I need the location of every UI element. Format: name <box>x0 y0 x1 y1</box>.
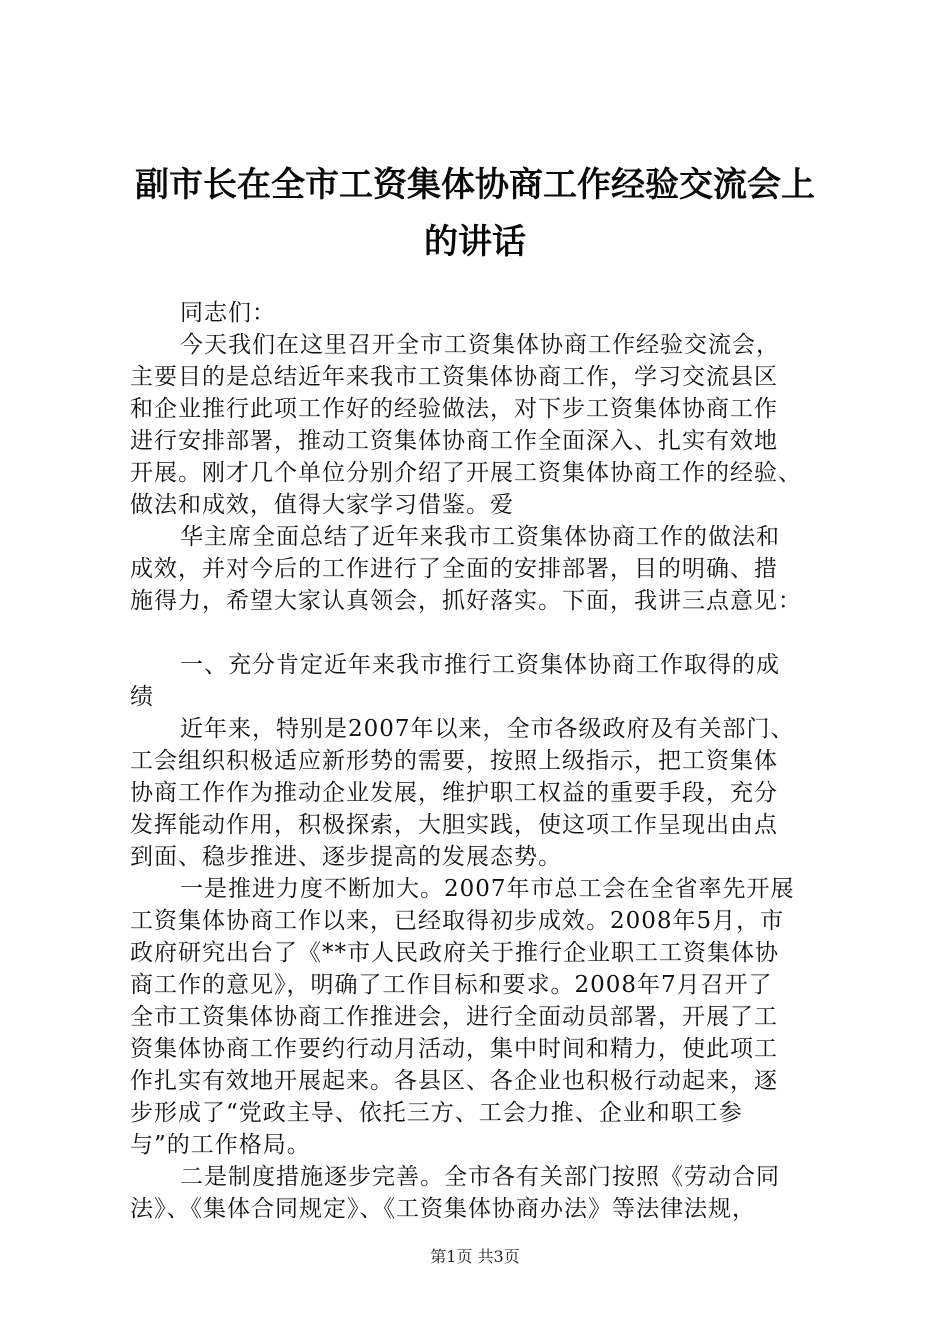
document-title-line-2: 的讲话 <box>424 222 526 262</box>
paragraph-line: 主要目的是总结近年来我市工资集体协商工作，学习交流县区 <box>130 364 778 390</box>
paragraph-line: 做法和成效，值得大家学习借鉴。爱 <box>130 492 514 518</box>
paragraph-line: 全市工资集体协商工作推进会，进行全面动员部署，开展了工 <box>130 1004 778 1030</box>
paragraph-line: 一是推进力度不断加大。2007年市总工会在全省率先开展 <box>180 876 795 902</box>
paragraph-line: 到面、稳步推进、逐步提高的发展态势。 <box>130 844 562 870</box>
blank-line <box>130 617 830 649</box>
paragraph-line: 开展。刚才几个单位分别介绍了开展工资集体协商工作的经验、 <box>130 460 802 486</box>
salutation: 同志们： <box>180 300 276 326</box>
section-heading: 绩 <box>130 684 154 710</box>
paragraph-line: 法》、《集体合同规定》、《工资集体协商办法》等法律法规， <box>130 1196 756 1222</box>
paragraph-line: 和企业推行此项工作好的经验做法，对下步工资集体协商工作 <box>130 396 778 422</box>
paragraph-line: 二是制度措施逐步完善。全市各有关部门按照《劳动合同 <box>180 1164 780 1190</box>
paragraph-line: 资集体协商工作要约行动月活动，集中时间和精力，使此项工 <box>130 1036 778 1062</box>
paragraph-line: 近年来，特别是2007年以来，全市各级政府及有关部门、 <box>180 716 795 742</box>
paragraph-line: 华主席全面总结了近年来我市工资集体协商工作的做法和 <box>180 524 780 550</box>
paragraph-line: 今天我们在这里召开全市工资集体协商工作经验交流会， <box>180 332 780 358</box>
paragraph-line: 工资集体协商工作以来，已经取得初步成效。2008年5月，市 <box>130 908 785 934</box>
document-title-line-1: 副市长在全市工资集体协商工作经验交流会上 <box>135 165 815 205</box>
page-footer: 第1页 共3页 <box>430 1247 520 1266</box>
section-heading: 一、充分肯定近年来我市推行工资集体协商工作取得的成 <box>180 652 780 678</box>
paragraph-line: 协商工作作为推动企业发展，维护职工权益的重要手段，充分 <box>130 780 778 806</box>
paragraph-line: 作扎实有效地开展起来。各县区、各企业也积极行动起来，逐 <box>130 1068 778 1094</box>
paragraph-line: 施得力，希望大家认真领会，抓好落实。下面，我讲三点意见： <box>130 588 802 614</box>
paragraph-line: 发挥能动作用，积极探索，大胆实践，使这项工作呈现出由点 <box>130 812 778 838</box>
paragraph-line: 与”的工作格局。 <box>130 1132 311 1158</box>
paragraph-line: 步形成了“党政主导、依托三方、工会力推、企业和职工参 <box>130 1100 743 1126</box>
paragraph-line: 政府研究出台了《**市人民政府关于推行企业职工工资集体协 <box>130 940 779 966</box>
document-body <box>130 297 830 1225</box>
paragraph-line: 进行安排部署，推动工资集体协商工作全面深入、扎实有效地 <box>130 428 778 454</box>
paragraph-line: 商工作的意见》，明确了工作目标和要求。2008年7月召开了 <box>130 972 773 998</box>
paragraph-line: 工会组织积极适应新形势的需要，按照上级指示，把工资集体 <box>130 748 778 774</box>
paragraph-line: 成效，并对今后的工作进行了全面的安排部署，目的明确、措 <box>130 556 778 582</box>
